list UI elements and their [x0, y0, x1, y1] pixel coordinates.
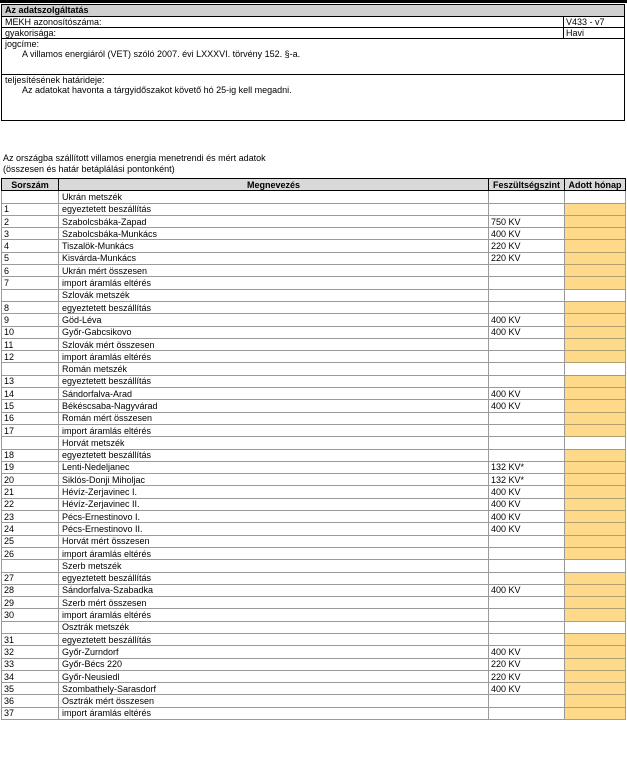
row-month-input[interactable]: [565, 400, 626, 412]
row-number: 37: [2, 707, 59, 719]
row-number: 5: [2, 252, 59, 264]
row-voltage: 400 KV: [489, 314, 565, 326]
table-caption: [3, 153, 266, 175]
table-row: [2, 474, 626, 486]
row-voltage: 220 KV: [489, 252, 565, 264]
row-name: Pécs-Ernestinovo I.: [59, 511, 489, 523]
col-header-name: Megnevezés: [59, 179, 489, 191]
table-row: [2, 400, 626, 412]
row-number: 33: [2, 658, 59, 670]
row-voltage: [489, 363, 565, 375]
row-voltage: 400 KV: [489, 584, 565, 596]
row-month-input: [565, 560, 626, 572]
row-voltage: [489, 265, 565, 277]
row-voltage: [489, 203, 565, 215]
table-row: [2, 203, 626, 215]
info-box: [1, 4, 625, 121]
row-name: Siklós-Donji Miholjac: [59, 474, 489, 486]
row-number: 29: [2, 597, 59, 609]
info-row-id: [2, 17, 624, 28]
row-number: 24: [2, 523, 59, 535]
row-month-input[interactable]: [565, 474, 626, 486]
row-number: [2, 560, 59, 572]
row-voltage: [489, 633, 565, 645]
row-name: Szerb metszék: [59, 560, 489, 572]
row-name: Hévíz-Zerjavinec II.: [59, 498, 489, 510]
row-voltage: [489, 437, 565, 449]
table-row: [2, 240, 626, 252]
row-voltage: 132 KV*: [489, 474, 565, 486]
row-name: Győr-Bécs 220: [59, 658, 489, 670]
row-number: [2, 289, 59, 301]
row-month-input[interactable]: [565, 707, 626, 719]
row-name: Szabolcsbáka-Zapad: [59, 215, 489, 227]
row-voltage: [489, 191, 565, 203]
row-name: Lenti-Nedeljanec: [59, 461, 489, 473]
table-row: [2, 572, 626, 584]
row-month-input[interactable]: [565, 511, 626, 523]
row-month-input[interactable]: [565, 314, 626, 326]
row-number: 22: [2, 498, 59, 510]
table-row: [2, 633, 626, 645]
row-voltage: [489, 351, 565, 363]
row-name: Hévíz-Zerjavinec I.: [59, 486, 489, 498]
row-month-input[interactable]: [565, 486, 626, 498]
table-row: [2, 670, 626, 682]
row-name: Kisvárda-Munkács: [59, 252, 489, 264]
row-month-input[interactable]: [565, 646, 626, 658]
table-row: [2, 707, 626, 719]
row-number: 25: [2, 535, 59, 547]
section-row: [2, 289, 626, 301]
row-month-input: [565, 621, 626, 633]
col-header-no: Sorszám: [2, 179, 59, 191]
table-header-row: [2, 179, 626, 191]
row-name: Szombathely-Sarasdorf: [59, 683, 489, 695]
row-month-input[interactable]: [565, 424, 626, 436]
row-name: Tiszalök-Munkács: [59, 240, 489, 252]
row-month-input[interactable]: [565, 584, 626, 596]
row-voltage: 400 KV: [489, 646, 565, 658]
row-number: 27: [2, 572, 59, 584]
table-row: [2, 461, 626, 473]
row-number: 19: [2, 461, 59, 473]
col-header-voltage: Feszültségszint: [489, 179, 565, 191]
row-voltage: [489, 424, 565, 436]
row-name: Győr-Zurndorf: [59, 646, 489, 658]
row-name: Szerb mért összesen: [59, 597, 489, 609]
row-month-input[interactable]: [565, 203, 626, 215]
info-divider: [2, 60, 624, 75]
row-month-input[interactable]: [565, 215, 626, 227]
row-number: [2, 363, 59, 375]
row-voltage: 400 KV: [489, 683, 565, 695]
row-number: 21: [2, 486, 59, 498]
table-row: [2, 424, 626, 436]
row-voltage: [489, 289, 565, 301]
row-month-input[interactable]: [565, 547, 626, 559]
row-voltage: 750 KV: [489, 215, 565, 227]
row-name: Román mért összesen: [59, 412, 489, 424]
row-number: [2, 191, 59, 203]
row-name: egyeztetett beszállítás: [59, 203, 489, 215]
row-voltage: [489, 277, 565, 289]
row-month-input[interactable]: [565, 388, 626, 400]
row-name: import áramlás eltérés: [59, 277, 489, 289]
table-row: [2, 547, 626, 559]
row-voltage: [489, 535, 565, 547]
table-row: [2, 498, 626, 510]
table-row: [2, 301, 626, 313]
row-voltage: [489, 609, 565, 621]
row-number: 11: [2, 338, 59, 350]
row-number: 35: [2, 683, 59, 695]
row-name: Sándorfalva-Arad: [59, 388, 489, 400]
row-month-input[interactable]: [565, 338, 626, 350]
table-row: [2, 658, 626, 670]
table-row: [2, 449, 626, 461]
row-month-input[interactable]: [565, 252, 626, 264]
row-month-input[interactable]: [565, 658, 626, 670]
row-month-input[interactable]: [565, 265, 626, 277]
table-row: [2, 326, 626, 338]
legal-text: A villamos energiáról (VET) szóló 2007. évi LXXXVI. törvény 152. §-a.: [22, 49, 301, 59]
row-number: 34: [2, 670, 59, 682]
row-number: 28: [2, 584, 59, 596]
row-name: egyeztetett beszállítás: [59, 301, 489, 313]
row-number: 16: [2, 412, 59, 424]
row-name: Győr-Neusiedl: [59, 670, 489, 682]
row-voltage: [489, 707, 565, 719]
info-id-value[interactable]: V433 - v7: [563, 17, 624, 27]
row-voltage: [489, 338, 565, 350]
row-month-input: [565, 437, 626, 449]
row-month-input[interactable]: [565, 301, 626, 313]
row-number: 10: [2, 326, 59, 338]
section-row: [2, 191, 626, 203]
row-number: 6: [2, 265, 59, 277]
row-name: Ukrán metszék: [59, 191, 489, 203]
top-border: [0, 0, 627, 3]
row-voltage: [489, 449, 565, 461]
row-name: import áramlás eltérés: [59, 707, 489, 719]
row-voltage: 132 KV*: [489, 461, 565, 473]
row-number: 3: [2, 228, 59, 240]
row-number: 30: [2, 609, 59, 621]
info-frequency-value[interactable]: Havi: [563, 28, 624, 38]
row-number: 4: [2, 240, 59, 252]
row-voltage: 400 KV: [489, 388, 565, 400]
table-row: [2, 388, 626, 400]
row-voltage: 400 KV: [489, 523, 565, 535]
row-month-input[interactable]: [565, 375, 626, 387]
row-number: 2: [2, 215, 59, 227]
row-voltage: 220 KV: [489, 240, 565, 252]
table-row: [2, 314, 626, 326]
row-voltage: 400 KV: [489, 326, 565, 338]
row-name: egyeztetett beszállítás: [59, 375, 489, 387]
row-voltage: [489, 695, 565, 707]
row-month-input[interactable]: [565, 523, 626, 535]
row-number: 18: [2, 449, 59, 461]
row-name: Horvát metszék: [59, 437, 489, 449]
info-row-frequency: [2, 28, 624, 39]
table-row: [2, 597, 626, 609]
row-month-input[interactable]: [565, 572, 626, 584]
row-month-input[interactable]: [565, 535, 626, 547]
row-name: Osztrák metszék: [59, 621, 489, 633]
table-row: [2, 375, 626, 387]
row-name: egyeztetett beszállítás: [59, 572, 489, 584]
row-name: Sándorfalva-Szabadka: [59, 584, 489, 596]
row-month-input[interactable]: [565, 449, 626, 461]
section-row: [2, 621, 626, 633]
row-month-input[interactable]: [565, 228, 626, 240]
row-number: 32: [2, 646, 59, 658]
row-number: 15: [2, 400, 59, 412]
section-row: [2, 437, 626, 449]
row-name: egyeztetett beszállítás: [59, 449, 489, 461]
table-row: [2, 511, 626, 523]
caption-line-2: (összesen és határ betáplálási pontonként): [3, 164, 175, 174]
table-row: [2, 646, 626, 658]
row-voltage: 400 KV: [489, 228, 565, 240]
row-month-input[interactable]: [565, 670, 626, 682]
row-number: 7: [2, 277, 59, 289]
row-name: Ukrán mért összesen: [59, 265, 489, 277]
row-number: 23: [2, 511, 59, 523]
row-voltage: 220 KV: [489, 670, 565, 682]
row-month-input[interactable]: [565, 326, 626, 338]
row-number: 1: [2, 203, 59, 215]
table-row: [2, 609, 626, 621]
row-number: 31: [2, 633, 59, 645]
table-row: [2, 523, 626, 535]
row-month-input[interactable]: [565, 609, 626, 621]
row-name: import áramlás eltérés: [59, 351, 489, 363]
row-voltage: [489, 547, 565, 559]
row-month-input[interactable]: [565, 240, 626, 252]
row-voltage: [489, 412, 565, 424]
table-row: [2, 695, 626, 707]
row-number: 8: [2, 301, 59, 313]
row-name: Szabolcsbáka-Munkács: [59, 228, 489, 240]
deadline-label: teljesítésének határideje:: [5, 75, 105, 85]
row-month-input: [565, 191, 626, 203]
deadline-text: Az adatokat havonta a tárgyidőszakot követő hó 25-ig kell megadni.: [22, 85, 292, 95]
table-row: [2, 252, 626, 264]
row-name: egyeztetett beszállítás: [59, 633, 489, 645]
row-voltage: [489, 597, 565, 609]
table-row: [2, 277, 626, 289]
row-voltage: 400 KV: [489, 498, 565, 510]
table-row: [2, 228, 626, 240]
info-id-label: MEKH azonosítószáma:: [5, 17, 102, 27]
row-number: 26: [2, 547, 59, 559]
row-number: 20: [2, 474, 59, 486]
row-name: import áramlás eltérés: [59, 424, 489, 436]
row-voltage: [489, 572, 565, 584]
col-header-month: Adott hónap: [565, 179, 626, 191]
section-row: [2, 560, 626, 572]
table-body: [2, 191, 626, 720]
table-row: [2, 486, 626, 498]
row-number: 36: [2, 695, 59, 707]
row-month-input[interactable]: [565, 633, 626, 645]
row-number: 13: [2, 375, 59, 387]
row-name: import áramlás eltérés: [59, 547, 489, 559]
info-header: Az adatszolgáltatás: [2, 5, 624, 17]
row-name: Szlovák metszék: [59, 289, 489, 301]
row-month-input[interactable]: [565, 461, 626, 473]
row-voltage: [489, 621, 565, 633]
row-name: Békéscsaba-Nagyvárad: [59, 400, 489, 412]
table-row: [2, 215, 626, 227]
legal-label: jogcíme:: [5, 39, 40, 49]
row-month-input[interactable]: [565, 412, 626, 424]
table-row: [2, 584, 626, 596]
row-voltage: [489, 375, 565, 387]
row-number: [2, 621, 59, 633]
row-number: 12: [2, 351, 59, 363]
row-number: [2, 437, 59, 449]
row-voltage: [489, 301, 565, 313]
row-month-input: [565, 289, 626, 301]
row-month-input[interactable]: [565, 498, 626, 510]
row-name: import áramlás eltérés: [59, 609, 489, 621]
row-month-input[interactable]: [565, 351, 626, 363]
row-name: Osztrák mért összesen: [59, 695, 489, 707]
row-name: Román metszék: [59, 363, 489, 375]
row-name: Göd-Léva: [59, 314, 489, 326]
row-number: 9: [2, 314, 59, 326]
table-row: [2, 535, 626, 547]
data-table: [1, 178, 626, 720]
table-row: [2, 338, 626, 350]
row-month-input[interactable]: [565, 597, 626, 609]
row-name: Szlovák mért összesen: [59, 338, 489, 350]
caption-line-1: Az országba szállított villamos energia menetrendi és mért adatok: [3, 153, 266, 163]
row-month-input[interactable]: [565, 695, 626, 707]
info-frequency-label: gyakorisága:: [5, 28, 57, 38]
table-row: [2, 351, 626, 363]
row-month-input[interactable]: [565, 277, 626, 289]
table-row: [2, 683, 626, 695]
row-month-input: [565, 363, 626, 375]
row-voltage: 220 KV: [489, 658, 565, 670]
section-row: [2, 363, 626, 375]
row-name: Horvát mért összesen: [59, 535, 489, 547]
row-voltage: 400 KV: [489, 400, 565, 412]
table-row: [2, 412, 626, 424]
row-number: 14: [2, 388, 59, 400]
table-row: [2, 265, 626, 277]
row-name: Pécs-Ernestinovo II.: [59, 523, 489, 535]
row-voltage: [489, 560, 565, 572]
row-voltage: 400 KV: [489, 486, 565, 498]
row-number: 17: [2, 424, 59, 436]
row-name: Győr-Gabcsikovo: [59, 326, 489, 338]
row-voltage: 400 KV: [489, 511, 565, 523]
row-month-input[interactable]: [565, 683, 626, 695]
